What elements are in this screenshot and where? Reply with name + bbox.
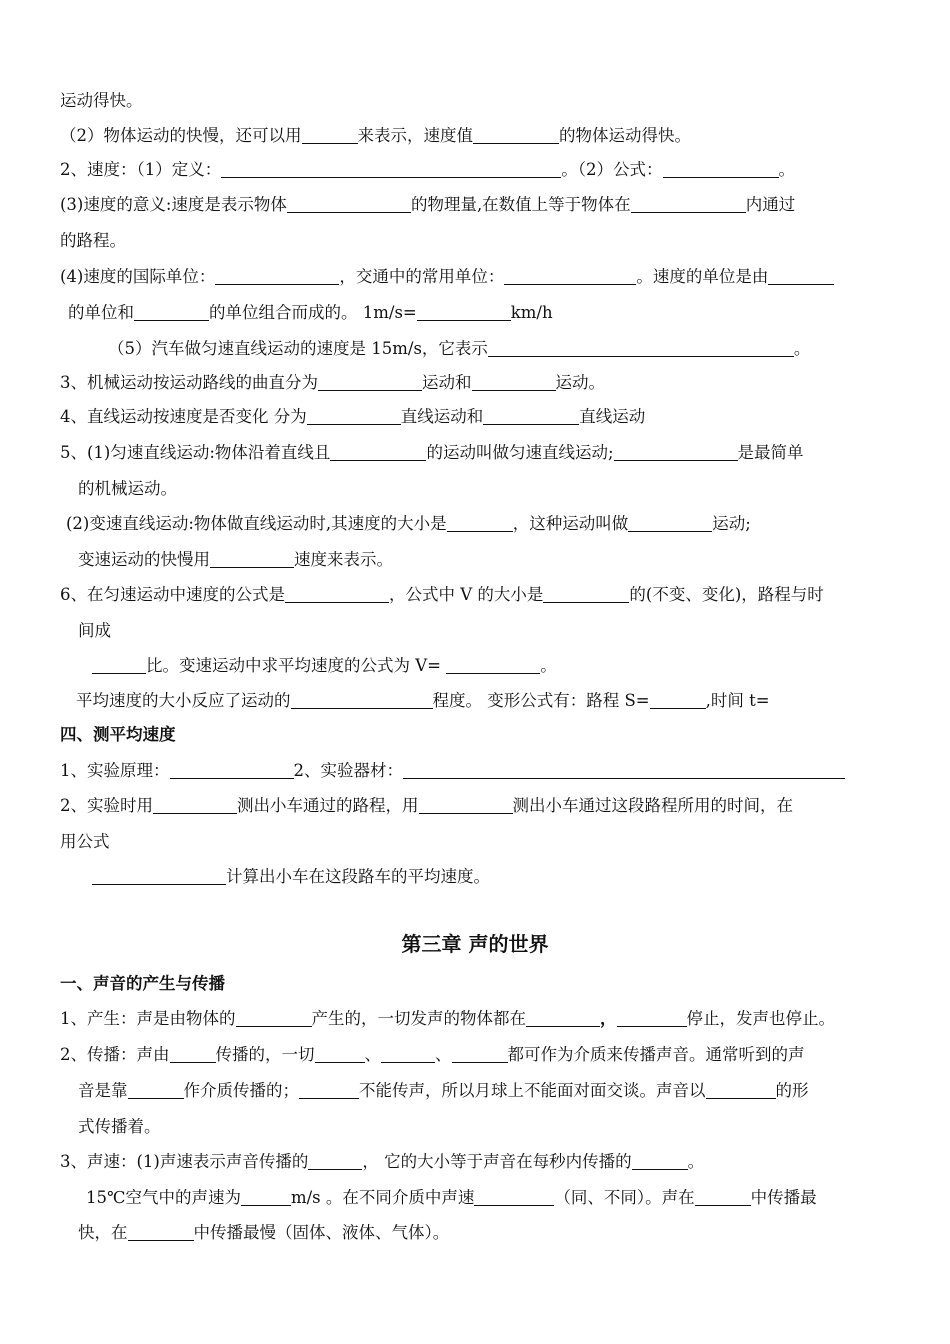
chapter-title: 第三章 声的世界 — [401, 932, 549, 956]
blank[interactable] — [241, 1188, 291, 1206]
text: 2、传播：声由 — [60, 1045, 170, 1064]
text-line — [60, 584, 824, 606]
text: 一、声音的产生与传播 — [60, 974, 225, 993]
text: 、 — [435, 1045, 452, 1064]
blank[interactable] — [291, 691, 433, 709]
text: 产生的，一切发声的物体都在 — [311, 1009, 526, 1028]
text: ，交通中的常用单位： — [339, 267, 505, 286]
text-line — [60, 230, 126, 252]
text: 平均速度的大小反应了运动的 — [76, 691, 291, 710]
blank[interactable] — [299, 1081, 359, 1099]
text: 1、产生：声是由物体的 — [60, 1009, 236, 1028]
text: （同、不同）。声在 — [554, 1188, 695, 1207]
text: 6、在匀速运动中速度的公式是 — [60, 585, 285, 604]
blank[interactable] — [221, 160, 561, 178]
blank[interactable] — [92, 656, 146, 674]
text-line — [108, 338, 810, 360]
text: 不能传声，所以月球上不能面对面交谈。声音以 — [359, 1081, 706, 1100]
blank[interactable] — [419, 796, 513, 814]
blank[interactable] — [617, 1009, 687, 1027]
text: 运动和 — [422, 373, 472, 392]
blank[interactable] — [650, 691, 706, 709]
text-line — [60, 266, 834, 288]
text: 测出小车通过的路程，用 — [237, 796, 419, 815]
text: 的运动叫做匀速直线运动; — [426, 443, 614, 462]
text-line — [60, 1151, 704, 1173]
text-line — [60, 90, 143, 112]
text-line — [60, 795, 793, 817]
blank[interactable] — [170, 1045, 216, 1063]
text: 快，在 — [78, 1223, 128, 1242]
text: 是最简单 — [737, 443, 804, 462]
blank[interactable] — [308, 1152, 362, 1170]
blank[interactable] — [318, 373, 422, 391]
text: 直线运动 — [579, 407, 646, 426]
text: m/s 。在不同介质中声速 — [290, 1188, 475, 1207]
blank[interactable] — [417, 303, 511, 321]
blank[interactable] — [474, 1188, 554, 1206]
text-line — [60, 406, 645, 428]
text-line — [68, 302, 553, 324]
blank[interactable] — [446, 656, 540, 674]
text: 2、实验器材： — [293, 761, 403, 780]
text: 的(不变、变化)，路程与时 — [629, 585, 824, 604]
text: 。速度的单位是由 — [636, 267, 769, 286]
blank[interactable] — [473, 126, 559, 144]
text: 。 — [540, 656, 557, 675]
text: 的单位和 — [68, 303, 134, 322]
blank[interactable] — [287, 195, 411, 213]
text: 的路程。 — [60, 231, 126, 250]
blank[interactable] — [381, 1045, 435, 1063]
text: 的物体运动得快。 — [559, 126, 691, 145]
blank[interactable] — [543, 585, 629, 603]
blank[interactable] — [236, 1009, 312, 1027]
text: 速度来表示。 — [294, 550, 393, 569]
blank[interactable] — [614, 443, 738, 461]
blank[interactable] — [153, 796, 237, 814]
text-line — [60, 194, 795, 216]
blank[interactable] — [488, 339, 794, 357]
blank[interactable] — [695, 1188, 751, 1206]
text-line — [60, 831, 110, 853]
text-line — [78, 1222, 449, 1244]
text: ，这种运动叫做 — [512, 514, 629, 533]
blank[interactable] — [632, 1152, 688, 1170]
text: 15℃空气中的声速为 — [86, 1188, 241, 1207]
text: (2)变速直线运动:物体做直线运动时,其速度的大小是 — [66, 514, 447, 533]
text: 4、直线运动按速度是否变化 分为 — [60, 407, 307, 426]
text: 测出小车通过这段路程所用的时间，在 — [512, 796, 793, 815]
text-line — [78, 1116, 161, 1138]
text-line — [60, 159, 795, 181]
blank[interactable] — [472, 373, 556, 391]
text-line — [92, 866, 490, 888]
text-line — [60, 442, 804, 464]
text-line — [86, 1187, 817, 1209]
text: 计算出小车在这段路车的平均速度。 — [226, 867, 490, 886]
text: ，公式中 V 的大小是 — [389, 585, 544, 604]
text: 中传播最慢（固体、液体、气体）。 — [193, 1223, 450, 1242]
text: 四、测平均速度 — [60, 725, 176, 744]
text: (4)速度的国际单位： — [60, 267, 216, 286]
text: 程度。 变形公式有：路程 S= — [432, 691, 650, 710]
text: 的单位组合而成的。 1m/s= — [209, 303, 417, 322]
text: 。 — [793, 339, 811, 358]
text: 比。变速运动中求平均速度的公式为 V= — [146, 656, 441, 675]
blank[interactable] — [483, 407, 579, 425]
text: 停止，发声也停止。 — [686, 1009, 835, 1028]
text: 运动得快。 — [60, 91, 143, 110]
text-line — [78, 478, 177, 500]
blank[interactable] — [170, 761, 294, 779]
blank[interactable] — [526, 1009, 600, 1027]
text-line — [60, 1044, 805, 1066]
blank[interactable] — [504, 267, 636, 285]
text: （2）物体运动的快慢，还可以用 — [60, 126, 302, 145]
text: 变速运动的快慢用 — [78, 550, 210, 569]
blank[interactable] — [302, 126, 358, 144]
text: (3)速度的意义:速度是表示物体 — [60, 195, 287, 214]
text: 3、声速：(1)声速表示声音传播的 — [60, 1152, 309, 1171]
text: 直线运动和 — [400, 407, 484, 426]
blank[interactable] — [663, 160, 779, 178]
text: ， — [600, 1009, 617, 1028]
blank[interactable] — [307, 407, 401, 425]
text-line — [66, 513, 751, 535]
text-line — [78, 549, 393, 571]
text: （5）汽车做匀速直线运动的速度是 15m/s，它表示 — [108, 339, 488, 358]
blank[interactable] — [768, 267, 834, 285]
text: 的物理量,在数值上等于物体在 — [410, 195, 631, 214]
text: 。（2）公式： — [561, 160, 663, 179]
blank[interactable] — [134, 303, 209, 321]
text: 式传播着。 — [78, 1117, 161, 1136]
text: 作介质传播的； — [183, 1081, 299, 1100]
blank[interactable] — [447, 514, 513, 532]
text-line — [60, 1008, 835, 1030]
text: 。 — [778, 160, 795, 179]
text: 来表示，速度值 — [357, 126, 473, 145]
blank[interactable] — [403, 761, 845, 779]
text: 3、机械运动按运动路线的曲直分为 — [60, 373, 318, 392]
blank[interactable] — [285, 585, 389, 603]
text: 运动; — [712, 514, 751, 533]
text-line — [78, 1080, 809, 1102]
text: 2、速度：（1）定义： — [60, 160, 222, 179]
text-line — [60, 760, 845, 782]
text-line — [92, 655, 557, 677]
text-line — [60, 372, 605, 394]
text: 的机械运动。 — [78, 479, 177, 498]
text: ,时间 t= — [705, 691, 770, 710]
text: 。 — [687, 1152, 705, 1171]
text-line — [76, 690, 770, 712]
blank[interactable] — [330, 443, 426, 461]
text: 用公式 — [60, 832, 110, 851]
blank[interactable] — [215, 267, 339, 285]
section-heading — [60, 724, 176, 746]
text: 中传播最 — [750, 1188, 817, 1207]
blank[interactable] — [631, 195, 746, 213]
text: 间成 — [78, 621, 111, 640]
blank[interactable] — [92, 867, 226, 885]
blank[interactable] — [315, 1045, 365, 1063]
text: 都可作为介质来传播声音。通常听到的声 — [507, 1045, 805, 1064]
text: 1、实验原理： — [60, 761, 170, 780]
text: ， 它的大小等于声音在每秒内传播的 — [362, 1152, 632, 1171]
blank[interactable] — [628, 514, 712, 532]
text: 的形 — [775, 1081, 809, 1100]
text: 2、实验时用 — [60, 796, 153, 815]
blank[interactable] — [452, 1045, 508, 1063]
text: km/h — [510, 303, 553, 322]
blank[interactable] — [210, 550, 294, 568]
text: 、 — [364, 1045, 381, 1064]
blank[interactable] — [128, 1223, 194, 1241]
text: 5、(1)匀速直线运动:物体沿着直线且 — [60, 443, 331, 462]
text: 音是靠 — [78, 1081, 128, 1100]
text-line — [60, 125, 691, 147]
text: 内通过 — [745, 195, 796, 214]
text-line — [78, 620, 111, 642]
blank[interactable] — [128, 1081, 184, 1099]
blank[interactable] — [706, 1081, 776, 1099]
text: 运动。 — [555, 373, 605, 392]
text: 传播的，一切 — [215, 1045, 315, 1064]
section-heading — [60, 973, 225, 995]
